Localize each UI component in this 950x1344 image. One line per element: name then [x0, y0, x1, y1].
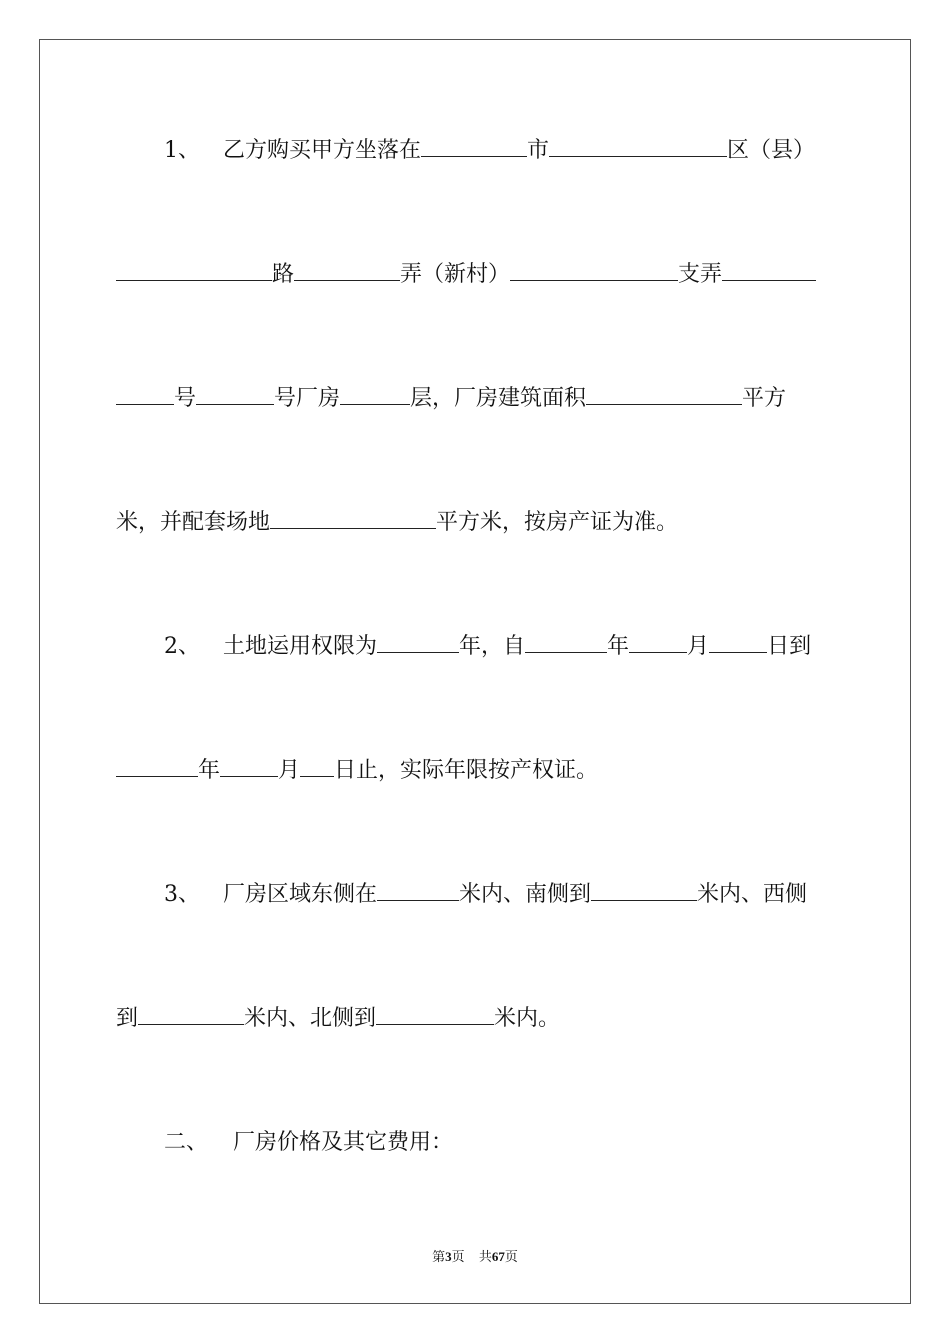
blank-factory-no: [196, 384, 274, 405]
item1-line3: 号 号厂房 层，厂房建筑面积 平方: [116, 384, 836, 414]
blank-road: [116, 260, 272, 281]
current-page-number: 3: [445, 1249, 452, 1264]
item3-number: 3、: [164, 882, 200, 907]
blank-site-area: [270, 508, 436, 529]
blank-branch-lane: [510, 260, 678, 281]
item1-line1: 1、 乙方购买甲方坐落在 市 区（县）: [116, 136, 836, 166]
page-footer: 第3页 共67页: [432, 1249, 518, 1265]
blank-south: [591, 880, 697, 901]
item2-line1: 2、 土地运用权限为 年，自 年 月 日到: [116, 632, 836, 662]
item3-line1: 3、 厂房区域东侧在 米内、南侧到 米内、西侧: [116, 880, 836, 910]
blank-district: [549, 136, 727, 157]
item2-line2: 年 月 日止，实际年限按产权证。: [116, 756, 836, 786]
item1-number: 1、: [164, 138, 200, 163]
blank-to-month: [220, 756, 278, 777]
item2-number: 2、: [164, 634, 200, 659]
blank-east: [377, 880, 459, 901]
blank-lane: [294, 260, 400, 281]
section2-number: 二、: [164, 1130, 209, 1155]
section2-title: 厂房价格及其它费用：: [233, 1130, 454, 1155]
item3-line2: 到 米内、北侧到 米内。: [116, 1006, 561, 1031]
blank-city: [421, 136, 527, 157]
section2-heading: [116, 1128, 836, 1158]
blank-years: [377, 632, 459, 653]
item1-line4: 米，并配套场地 平方米，按房产证为准。: [116, 510, 679, 535]
page-border: [39, 39, 911, 1304]
blank-number-a: [722, 260, 816, 281]
blank-to-day: [300, 756, 334, 777]
blank-to-year: [116, 756, 198, 777]
total-page-number: 67: [491, 1249, 505, 1264]
blank-number-b: [116, 384, 174, 405]
blank-from-year: [525, 632, 607, 653]
blank-area: [586, 384, 742, 405]
blank-from-month: [629, 632, 687, 653]
blank-west: [138, 1004, 244, 1025]
blank-from-day: [709, 632, 767, 653]
blank-north: [376, 1004, 494, 1025]
blank-floor: [340, 384, 410, 405]
item1-line2: 路 弄（新村） 支弄: [116, 260, 836, 290]
